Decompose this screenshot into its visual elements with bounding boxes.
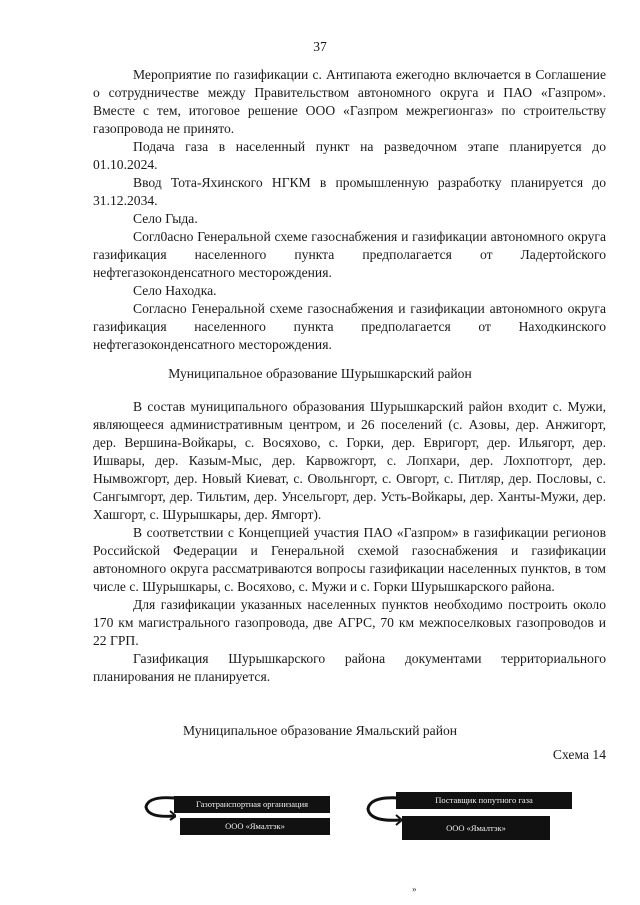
paragraph: Для газификации указанных населенных пунктов необходимо построить около 170 км магистрального газопровода, две АГРС, 70 км межпоселковых газопроводов и 22 ГРП. [93, 597, 606, 648]
section-heading: Муниципальное образование Шурышкарский район [168, 366, 472, 381]
paragraph: Село Находка. [133, 283, 217, 298]
curved-arrow-icon [140, 792, 176, 822]
paragraph: Согл0асно Генеральной схеме газоснабжения и газификации автономного округа газификация населенного пункта предполагается от Ладертойского нефтегазоконденсатного месторождения. [93, 229, 606, 280]
gas-supply-diagram [140, 788, 610, 858]
text-block-antipayuta [93, 66, 606, 354]
stray-mark: » [412, 884, 417, 894]
gas-transport-org-box: Газотранспортная организация [174, 796, 330, 813]
paragraph: Согласно Генеральной схеме газоснабжения и газификации автономного округа газификация населенного пункта предполагается от Находкинского нефтегазоконденсатного месторождения. [93, 301, 606, 352]
page-number: 37 [313, 39, 327, 54]
paragraph: Подача газа в населенный пункт на разведочном этапе планируется до 01.10.2024. [93, 139, 606, 172]
paragraph: В соответствии с Концепцией участия ПАО «Газпром» в газификации регионов Российской Федерации и Генеральной схемой газоснабжения и газификации автономного округа рассматриваются вопросы газификации населенных пунктов, в том числе с. Шурышкары, с. Восяхово, с. Мужи и с. Горки Шурышкарского района. [93, 525, 606, 594]
paragraph: Мероприятие по газификации с. Антипаюта ежегодно включается в Соглашение о сотрудничестве между Правительством автономного округа и ПАО «Газпром». Вместе с тем, итоговое решение ООО «Газпром межрегионгаз» по строительству газопровода не принято. [93, 67, 606, 136]
associated-gas-supplier-box: Поставщик попутного газа [396, 792, 572, 809]
operator-box-right: ООО «Ямалтэк» [402, 816, 550, 840]
paragraph: Ввод Тота-Яхинского НГКМ в промышленную разработку планируется до 31.12.2034. [93, 175, 606, 208]
paragraph: В состав муниципального образования Шурышкарский район входит с. Мужи, являющееся административным центром, и 26 поселений (с. Азовы, дер. Анжигорт, дер. Вершина-Войкары, с. Восяхово, с. Горки, дер. Евригорт, дер. Ильягорт, дер. Ишвары, дер. Казым-Мыс, дер. Карвожгорт, с. Лопхари, дер. Лохпотгорт, дер. Нымвожгорт, дер. Новый Киеват, с. Овольнгорт, с. Овгорт, с. Питляр, дер. Пословы, с. Сангымгорт, дер. Тильтим, дер. Унсельгорт, дер. Усть-Войкары, дер. Ханты-Мужи, дер. Хашгорт, с. Шурышкары, дер. Ямгорт). [93, 399, 606, 522]
operator-box-left: ООО «Ямалтэк» [180, 818, 330, 835]
paragraph: Газификация Шурышкарского района документами территориального планирования не планируется. [93, 651, 606, 684]
section-heading: Муниципальное образование Ямальский район [182, 723, 458, 738]
scheme-label: Схема 14 [552, 747, 606, 762]
text-block-shuryshkar [93, 398, 606, 686]
paragraph: Село Гыда. [133, 211, 198, 226]
